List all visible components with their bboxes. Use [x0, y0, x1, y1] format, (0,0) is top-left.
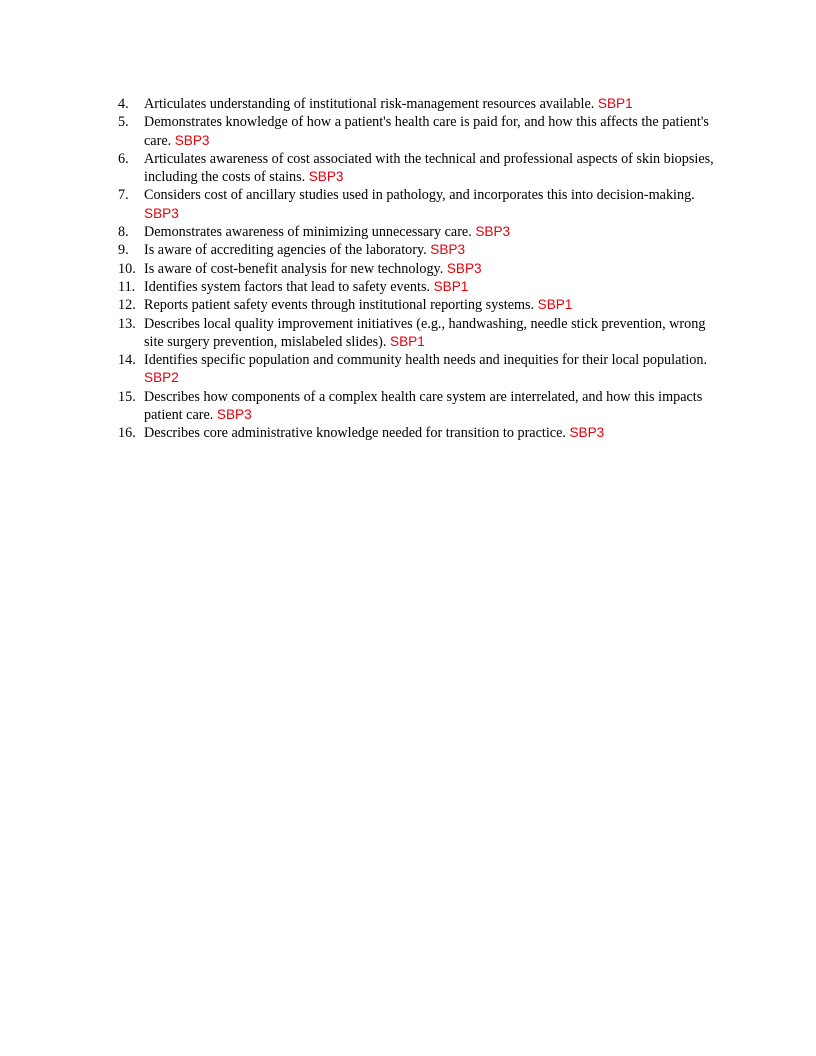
item-number: 9. — [118, 242, 129, 259]
item-number: 10. — [118, 260, 136, 277]
competency-code: SBP1 — [433, 278, 469, 294]
list-item — [0, 351, 724, 388]
item-number: 4. — [118, 96, 129, 112]
item-number: 11. — [118, 278, 136, 295]
item-number: 6. — [118, 150, 129, 167]
milestone-list — [0, 95, 816, 443]
item-text: Considers cost of ancillary studies used in pathology, and incorporates this into decision-making. — [144, 187, 695, 204]
item-text: Is aware of cost-benefit analysis for new technology. — [144, 260, 444, 277]
competency-code: SBP3 — [216, 407, 252, 423]
list-item — [0, 186, 724, 223]
list-item — [0, 113, 724, 150]
competency-code: SBP3 — [174, 132, 210, 148]
competency-code: SBP2 — [144, 370, 179, 386]
list-item — [0, 241, 724, 259]
competency-code: SBP3 — [144, 205, 179, 221]
competency-code: SBP3 — [430, 242, 466, 258]
item-number: 14. — [118, 352, 136, 369]
item-text: Demonstrates knowledge of how a patient's health care is paid for, and how this affects the patient's care. — [144, 114, 709, 149]
list-item — [0, 150, 724, 187]
competency-code: SBP1 — [537, 297, 573, 313]
item-text: Is aware of accrediting agencies of the laboratory. — [144, 242, 427, 259]
list-item — [0, 223, 724, 241]
list-item — [0, 424, 724, 442]
list-item — [0, 278, 724, 296]
item-text: Describes local quality improvement initiatives (e.g., handwashing, needle stick prevention, wrong site surgery prevention, mislabeled slides). — [144, 315, 706, 350]
list-item — [0, 315, 724, 352]
item-text: Identifies specific population and community health needs and inequities for their local population. — [144, 352, 708, 369]
list-item — [0, 260, 724, 278]
competency-code: SBP1 — [390, 333, 425, 349]
item-number: 13. — [118, 315, 136, 332]
list-item — [0, 95, 724, 113]
competency-code: SBP3 — [475, 224, 511, 240]
competency-code: SBP3 — [569, 425, 605, 441]
item-text: Describes core administrative knowledge needed for transition to practice. — [144, 425, 566, 442]
item-text: Demonstrates awareness of minimizing unnecessary care. — [144, 224, 472, 241]
competency-code: SBP3 — [446, 260, 482, 276]
competency-code: SBP3 — [308, 169, 344, 185]
item-number: 8. — [118, 224, 129, 241]
item-number: 16. — [118, 425, 136, 442]
item-number: 15. — [118, 388, 136, 405]
item-number: 7. — [118, 187, 129, 204]
item-text: Describes how components of a complex health care system are interrelated, and how this impacts patient care. — [144, 388, 703, 424]
competency-code: SBP1 — [597, 96, 633, 111]
item-text: Articulates awareness of cost associated with the technical and professional aspects of skin biopsies, including the costs of stains. — [144, 150, 714, 186]
list-item — [0, 388, 724, 425]
item-number: 12. — [118, 297, 136, 314]
list-item — [0, 296, 724, 314]
item-number: 5. — [118, 114, 129, 131]
item-text: Articulates understanding of institutional risk-management resources available. — [144, 96, 595, 112]
item-text: Reports patient safety events through institutional reporting systems. — [144, 297, 535, 314]
item-text: Identifies system factors that lead to safety events. — [144, 278, 431, 295]
